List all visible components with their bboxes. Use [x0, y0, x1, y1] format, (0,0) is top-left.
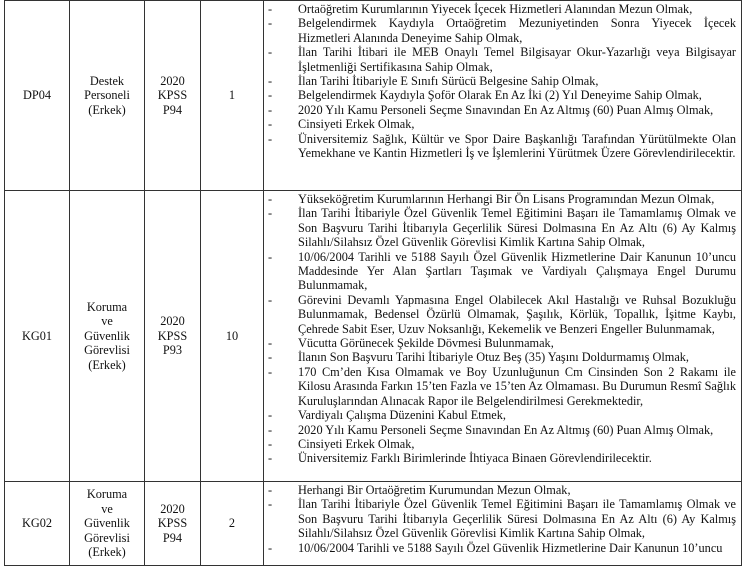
condition-item: - İlan Tarihi İtibariyle Özel Güvenlik Temel Eğitimini Başarı ile Tamamlamış Olmak ve Son Başvuru Tarihi İtibarıyla Geçerlilik Süresi Dolmasına En Az Altı (6) Ay Kalmış Silahlı/Silahsız Özel Güvenlik Görevlisi Kimlik Kartına Sahip Olmak,	[268, 206, 736, 249]
condition-item: - Herhangi Bir Ortaöğretim Kurumundan Mezun Olmak,	[268, 483, 736, 497]
condition-item: - İlan Tarihi İtibari ile MEB Onaylı Temel Bilgisayar Okur-Yazarlığı veya Bilgisayar İşletmenliği Sertifikasına Sahip Olmak,	[268, 45, 736, 74]
condition-item: - 10/06/2004 Tarihli ve 5188 Sayılı Özel Güvenlik Hizmetlerine Dair Kanunun 10’uncu Maddesinde Yer Alan Şartları Taşımak ve Vardiyalı Çalışmaya Engel Durumu Bulunmamak,	[268, 250, 736, 293]
condition-item: - Üniversitemiz Farklı Birimlerinde İhtiyaca Binaen Görevlendirilecektir.	[268, 451, 736, 465]
condition-item: - İlan Tarihi İtibariyle E Sınıfı Sürücü Belgesine Sahip Olmak,	[268, 74, 736, 88]
condition-item: - Cinsiyeti Erkek Olmak,	[268, 117, 736, 131]
condition-item: - Vücutta Görünecek Şekilde Dövmesi Bulunmamak,	[268, 336, 736, 350]
condition-item: - Vardiyalı Çalışma Düzenini Kabul Etmek,	[268, 408, 736, 422]
condition-item: - Belgelendirmek Kaydıyla Ortaöğretim Mezuniyetinden Sonra Yiyecek İçecek Hizmetleri Alanında Deneyime Sahip Olmak,	[268, 16, 736, 45]
conditions-cell	[264, 482, 742, 566]
condition-item: - Görevini Devamlı Yapmasına Engel Olabilecek Akıl Hastalığı ve Ruhsal Bozukluğu Bulunmamak, Bedensel Özürlü Olmamak, Şaşılık, Körlük, Topallık, İşitme Kaybı, Çehrede Sabit Eser, Uzuv Noksanlığı, Kekemelik ve Benzeri Engeller Bulunmamak,	[268, 293, 736, 336]
condition-item: - 2020 Yılı Kamu Personeli Seçme Sınavından En Az Altmış (60) Puan Almış Olmak,	[268, 423, 736, 437]
condition-item: - İlanın Son Başvuru Tarihi İtibariyle Otuz Beş (35) Yaşını Doldurmamış Olmak,	[268, 350, 736, 364]
conditions-list	[268, 2, 736, 160]
condition-item: - Üniversitemiz Sağlık, Kültür ve Spor Daire Başkanlığı Tarafından Yürütülmekte Olan Yemekhane ve Kantin Hizmetleri İş ve İşlemlerini Yürütmek Üzere Görevlendirilecektir.	[268, 132, 736, 161]
position-title: Koruma ve Güvenlik Görevlisi (Erkek)	[70, 482, 145, 566]
condition-item: - 170 Cm’den Kısa Olmamak ve Boy Uzunluğunun Cm Cinsinden Son 2 Rakamı ile Kilosu Arasında Farkın 15’ten Fazla ve 15’ten Az Olmaması. Bu Durumun Resmî Sağlık Kuruluşlarından Alınacak Rapor ile Belgelendirilmesi Gerekmektedir,	[268, 365, 736, 408]
conditions-list	[268, 483, 736, 555]
position-title: Destek Personeli (Erkek)	[70, 1, 145, 191]
condition-item: - 10/06/2004 Tarihli ve 5188 Sayılı Özel Güvenlik Hizmetlerine Dair Kanunun 10’uncu	[268, 541, 736, 555]
position-title: Koruma ve Güvenlik Görevlisi (Erkek)	[70, 191, 145, 482]
kpss-score-type: 2020 KPSS P94	[145, 482, 201, 566]
condition-item: - Belgelendirmek Kaydıyla Şoför Olarak En Az İki (2) Yıl Deneyime Sahip Olmak,	[268, 88, 736, 102]
condition-item: - 2020 Yılı Kamu Personeli Seçme Sınavından En Az Altmış (60) Puan Almış Olmak,	[268, 103, 736, 117]
kpss-score-type: 2020 KPSS P94	[145, 1, 201, 191]
table-row	[5, 482, 742, 566]
conditions-cell	[264, 191, 742, 482]
condition-item: - İlan Tarihi İtibariyle Özel Güvenlik Temel Eğitimini Başarı ile Tamamlamış Olmak ve Son Başvuru Tarihi İtibarıyla Geçerlilik Süresi Dolmasına En Az Altı (6) Ay Kalmış Silahlı/Silahsız Özel Güvenlik Görevlisi Kimlik Kartına Sahip Olmak,	[268, 497, 736, 540]
table-row	[5, 1, 742, 191]
condition-item: - Yükseköğretim Kurumlarının Herhangi Bir Ön Lisans Programından Mezun Olmak,	[268, 192, 736, 206]
position-code: KG02	[5, 482, 70, 566]
position-count: 1	[201, 1, 264, 191]
position-count: 10	[201, 191, 264, 482]
position-code: KG01	[5, 191, 70, 482]
condition-item: - Ortaöğretim Kurumlarının Yiyecek İçecek Hizmetleri Alanından Mezun Olmak,	[268, 2, 736, 16]
position-count: 2	[201, 482, 264, 566]
kpss-score-type: 2020 KPSS P93	[145, 191, 201, 482]
conditions-cell	[264, 1, 742, 191]
position-code: DP04	[5, 1, 70, 191]
requirements-table	[4, 0, 742, 566]
condition-item: - Cinsiyeti Erkek Olmak,	[268, 437, 736, 451]
table-row	[5, 191, 742, 482]
conditions-list	[268, 192, 736, 466]
